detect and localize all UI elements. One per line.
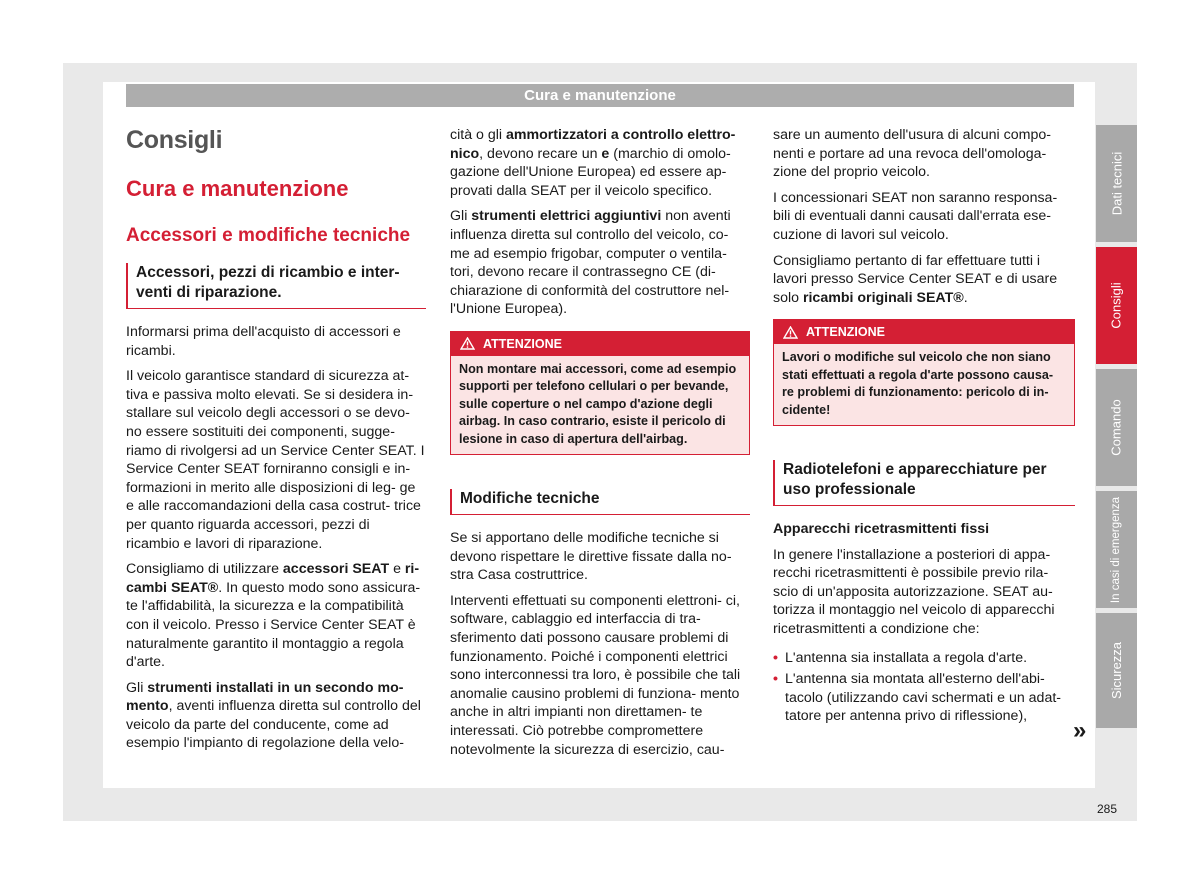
warning-triangle-icon bbox=[460, 337, 475, 350]
column-2 bbox=[450, 126, 750, 766]
warning-title: ATTENZIONE bbox=[483, 336, 562, 351]
warning-text: Lavori o modifiche sul veicolo che non siano stati effettuati a regola d'arte possono causa- re problemi di funzionamento: pericolo di in- cidente! bbox=[782, 350, 1054, 417]
bullet-icon: • bbox=[773, 671, 778, 688]
paragraph: cità o gli ammortizzatori a controllo elettro- nico, devono recare un e (marchio di omolo- gazione dell'Unione Europea) ed essere ap- provati dalla SEAT per il veicolo specifico. bbox=[450, 127, 736, 199]
paragraph: Gli strumenti elettrici aggiuntivi non aventi influenza diretta sul controllo del veicolo, co- me ad esempio frigobar, computer o ventila- tori, devono recare il contrassegno CE (di- chiarazione di conformità del costruttore nel- l'Unione Europea). bbox=[450, 208, 731, 318]
chapter-title: Cura e manutenzione bbox=[126, 176, 349, 201]
paragraph: In genere l'installazione a posteriori di appa- recchi ricetrasmittenti è possibile previo rila- scio di un'apposita autorizzazione. SEAT au- torizza il montaggio nel veicolo di apparecchi ricetrasmittenti a condizione che: bbox=[773, 546, 1055, 637]
list-item: • L'antenna sia montata all'esterno dell'abi- tacolo (utilizzando cavi schermati e un adat- tatore per antenna privo di riflessione), bbox=[773, 671, 1062, 725]
tab-emergenza[interactable]: In casi di emergenza bbox=[1096, 491, 1137, 608]
warning-box bbox=[773, 319, 1075, 426]
topic-title: Accessori e modifiche tecniche bbox=[126, 225, 411, 246]
continue-arrow-icon: » bbox=[1073, 717, 1087, 744]
paragraph: Se si apportano delle modifiche tecniche si devono rispettare le direttive fissate dalla no- stra Casa costruttrice. bbox=[450, 529, 732, 584]
list-item: • L'antenna sia installata a regola d'arte. bbox=[773, 649, 1028, 666]
subheading-modifiche: Modifiche tecniche bbox=[450, 489, 750, 515]
warning-text: Non montare mai accessori, come ad esempio supporti per telefono cellulari o per bevande, sulle coperture o nel campo d'azione degli airbag. In caso contrario, esiste il pericolo di lesione in caso di apertura dell'airbag. bbox=[459, 361, 737, 446]
paragraph: Informarsi prima dell'acquisto di accessori e ricambi. bbox=[126, 324, 401, 359]
tab-dati-tecnici[interactable]: Dati tecnici bbox=[1096, 125, 1137, 242]
paragraph: Il veicolo garantisce standard di sicurezza at- tiva e passiva molto elevati. Se si desidera in- stallare sul veicolo degli accessori o se devo- no essere sostituiti dei componenti, sugge- riamo di rivolgersi ad un Service Center SEAT. I Service Center SEAT forniranno consigli e in- formazioni in merito alle disposizioni di leg- ge e alle raccomandazioni della casa costrut- trice per quanto riguarda accessori, pezzi di ricambio e lavori di riparazione. bbox=[126, 368, 425, 552]
warning-header bbox=[451, 332, 749, 356]
section-title: Consigli bbox=[126, 126, 223, 154]
paragraph: Interventi effettuati su componenti elettroni- ci, software, cablaggio ed interfaccia di tra- sferimento dati possono causare problemi di funzionamento. Poiché i componenti elettrici sono interconnessi tra loro, è possibile che tali anomalie causino problemi di funziona- mento anche in altri impianti non direttamen- te interessati. Ciò potrebbe compromettere notevolmente la sicurezza di esercizio, cau- bbox=[450, 592, 741, 758]
paragraph: sare un aumento dell'usura di alcuni compo- nenti e portare ad una revoca dell'omologa- zione del proprio veicolo. bbox=[773, 127, 1051, 181]
paragraph: I concessionari SEAT non saranno responsa- bili di eventuali danni causati dall'errata ese- cuzione di lavori sul veicolo. bbox=[773, 189, 1058, 243]
paragraph: Consigliamo pertanto di far effettuare tutti i lavori presso Service Center SEAT e di usare solo ricambi originali SEAT®. bbox=[773, 252, 1058, 306]
warning-triangle-icon bbox=[783, 326, 798, 339]
column-1 bbox=[126, 126, 426, 760]
paragraph: Gli strumenti installati in un secondo mo- mento, aventi influenza diretta sul controllo del veicolo da parte del conducente, come ad esempio l'impianto di regolazione della velo- bbox=[126, 679, 421, 752]
warning-box bbox=[450, 331, 750, 455]
tab-comando[interactable]: Comando bbox=[1096, 369, 1137, 486]
column-3 bbox=[773, 126, 1075, 729]
bullet-icon: • bbox=[773, 649, 778, 666]
chapter-header: Cura e manutenzione bbox=[126, 84, 1074, 107]
minor-heading: Apparecchi ricetrasmittenti fissi bbox=[773, 520, 990, 537]
subheading-radiotelefoni: Radiotelefoni e apparecchiature per uso professionale bbox=[773, 460, 1075, 506]
tab-consigli[interactable]: Consigli bbox=[1096, 247, 1137, 364]
warning-header bbox=[774, 320, 1074, 344]
warning-title: ATTENZIONE bbox=[806, 325, 885, 340]
subheading-accessori: Accessori, pezzi di ricambio e inter- venti di riparazione. bbox=[126, 263, 426, 309]
paragraph: Consigliamo di utilizzare accessori SEAT e ri- cambi SEAT®. In questo modo sono assicura- te l'affidabilità, la sicurezza e la compatibilità con il veicolo. Presso i Service Center SEAT è naturalmente garantito il montaggio a regola d'arte. bbox=[126, 561, 421, 671]
tab-sicurezza[interactable]: Sicurezza bbox=[1096, 613, 1137, 728]
page-number: 285 bbox=[1097, 802, 1118, 816]
